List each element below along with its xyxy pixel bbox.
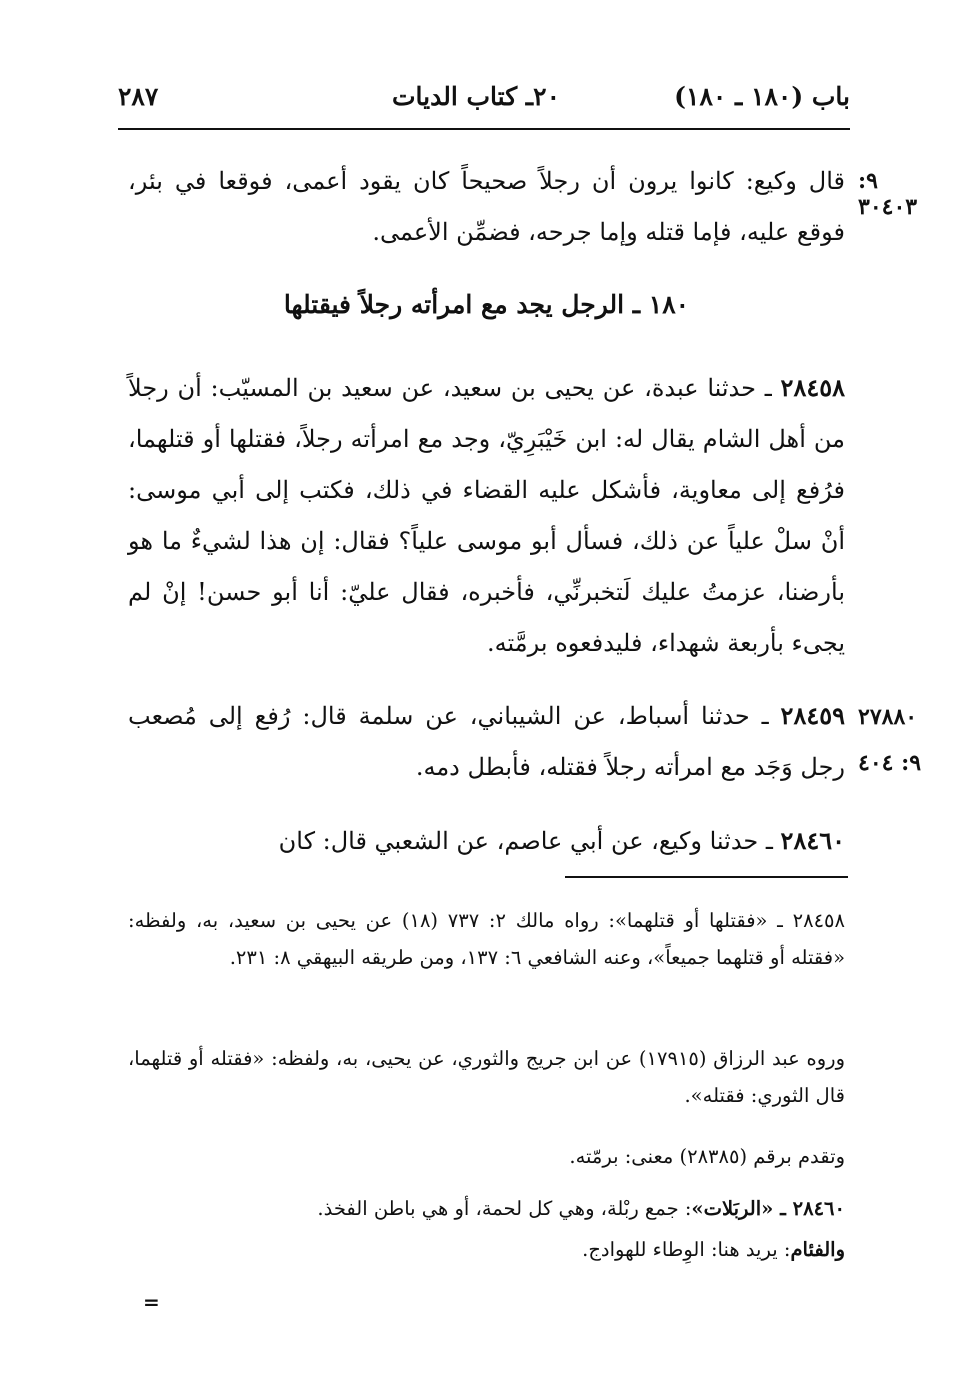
book-title: ٢٠ـ كتاب الديات [392,82,560,111]
running-header [118,82,850,118]
page-number: ٢٨٧ [118,82,159,111]
hadith-28459 [128,690,845,793]
section-title: ١٨٠ ـ الرجل يجد مع امرأته رجلاً فيقتلها [283,290,690,319]
hadith-text: ـ حدثنا وكيع، عن أبي عاصم، عن الشعبي قال: كان [278,827,781,855]
paragraph-waki [128,156,845,258]
hadith-number: ٢٨٤٥٨ [780,373,845,402]
footnote-text: : جمع ربْلة، وهي كل لحمة، أو هي باطن الفخذ. [317,1197,692,1220]
hadith-28460 [128,815,845,867]
continuation-mark: = [143,1290,160,1314]
hadith-number: ٢٨٤٦٠ [780,826,845,855]
paragraph-text: قال وكيع: كانوا يرون أن رجلاً صحيحاً كان يقود أعمى، فوقعا في بئر، فوقع عليه، فإما قتله وإما جرحه، فضمِّن الأعمى. [128,167,845,246]
hadith-28458 [128,362,845,669]
header-rule [118,128,850,130]
footnote [128,1231,845,1268]
margin-reference: ٩: ٤٠٤ [858,750,922,776]
footnote-rule [565,876,848,878]
footnote-head: ٢٨٤٦٠ ـ «الربَلات» [691,1197,845,1220]
hadith-number: ٢٨٤٥٩ [780,701,845,730]
footnote: وتقدم برقم (٢٨٣٨٥) معنى: برمّته. [569,1145,845,1168]
margin-reference: ٩: ٣٠٤٠٣ [858,168,918,220]
hadith-text: ـ حدثنا عبدة، عن يحيى بن سعيد، عن سعيد بن المسيّب: أن رجلاً من أهل الشام يقال له: ابن خَيْبَرِيّ، وجد مع امرأته رجلاً، فقتلها أو قتلهما، فرُفع إلى معاوية، فأشكل عليه القضاء في ذلك، فكتب إلى أبي موسى: أنْ سلْ علياً عن ذلك، فسأل أبو موسى علياً؟ فقال: إن هذا لشيءٌ ما هو بأرضنا، عزمتُ عليك لَتخبرنِّي، فأخبره، فقال عليّ: أنا أبو حسن! إنْ لم يجىء بأربعة شهداء، فليدفعوه برمَّته. [128,374,845,657]
footnote-text: : يريد هنا: الوِطاء للهوادج. [582,1238,791,1261]
margin-reference: ٢٧٨٨٠ [858,704,918,730]
footnote: وروه عبد الرزاق (١٧٩١٥) عن ابن جريج والثوري، عن يحيى، به، ولفظه: «فقتله أو قتلهما، قال الثوري: فقتله». [128,1047,845,1107]
hadith-text: ـ حدثنا أسباط، عن الشيباني، عن سلمة قال: رُفع إلى مُصعب رجل وَجَد مع امرأته رجلاً فقتله، فأبطل دمه. [128,702,845,781]
footnote [128,1190,845,1227]
footnote-head: والفئام [790,1238,845,1261]
chapter-heading: باب (١٨٠ ـ ١٨٠) [674,82,850,111]
footnote: ٢٨٤٥٨ ـ «فقتلها أو قتلهما»: رواه مالك ٢: ٧٣٧ (١٨) عن يحيى بن سعيد، به، ولفظه: «فقتله أو قتلهما جميعاً»، وعنه الشافعي ٦: ١٣٧، ومن طريقه البيهقي ٨: ٢٣١. [128,909,845,969]
